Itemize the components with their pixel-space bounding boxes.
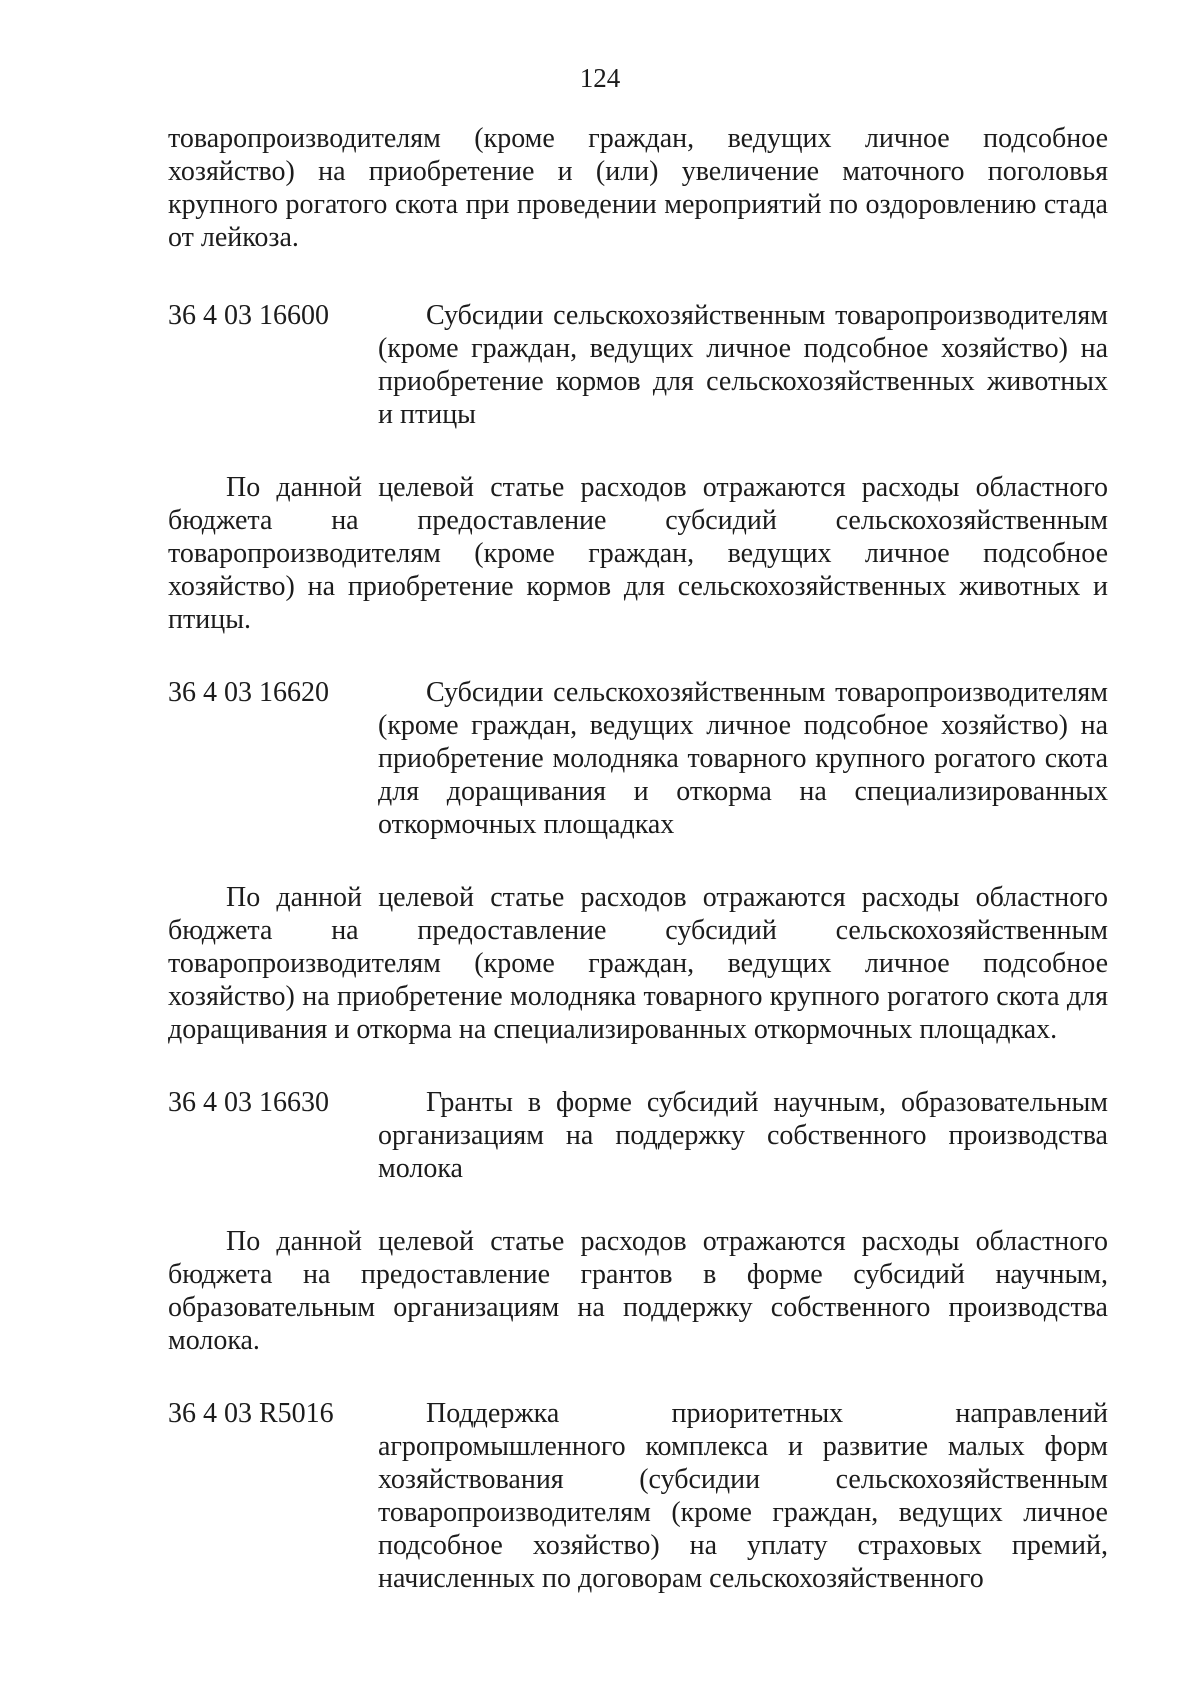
document-body bbox=[168, 122, 1108, 1595]
page-number: 124 bbox=[579, 63, 621, 93]
budget-item-16620 bbox=[168, 676, 1108, 841]
budget-item-16600 bbox=[168, 299, 1108, 431]
budget-item-code: 36 4 03 R5016 bbox=[168, 1398, 334, 1429]
spacer bbox=[168, 636, 1108, 676]
spacer bbox=[168, 841, 1108, 881]
budget-item-title: Гранты в форме субсидий научным, образовательным организациям на поддержку собственного производства молока bbox=[378, 1087, 1108, 1184]
spacer bbox=[168, 1185, 1108, 1225]
budget-item-16630 bbox=[168, 1086, 1108, 1185]
budget-item-code: 36 4 03 16620 bbox=[168, 677, 329, 708]
budget-item-description: По данной целевой статье расходов отражаются расходы областного бюджета на предоставление грантов в форме субсидий научным, образовательным организациям на поддержку собственного производства молока. bbox=[168, 1226, 1108, 1356]
spacer bbox=[168, 1046, 1108, 1086]
intro-paragraph: товаропроизводителям (кроме граждан, ведущих личное подсобное хозяйство) на приобретение и (или) увеличение маточного поголовья крупного рогатого скота при проведении мероприятий по оздоровлению стада от лейкоза. bbox=[168, 123, 1108, 253]
spacer bbox=[168, 431, 1108, 471]
spacer bbox=[168, 254, 1108, 299]
budget-item-description: По данной целевой статье расходов отражаются расходы областного бюджета на предоставление субсидий сельскохозяйственным товаропроизводителям (кроме граждан, ведущих личное подсобное хозяйство) на приобретение кормов для сельскохозяйственных животных и птицы. bbox=[168, 472, 1108, 635]
budget-item-title: Субсидии сельскохозяйственным товаропроизводителям (кроме граждан, ведущих личное подсобное хозяйство) на приобретение молодняка товарного крупного рогатого скота для доращивания и откорма на специализированных откормочных площадках bbox=[378, 677, 1108, 840]
spacer bbox=[168, 1357, 1108, 1397]
budget-item-R5016 bbox=[168, 1397, 1108, 1595]
budget-item-code: 36 4 03 16630 bbox=[168, 1087, 329, 1118]
budget-item-description: По данной целевой статье расходов отражаются расходы областного бюджета на предоставление субсидий сельскохозяйственным товаропроизводителям (кроме граждан, ведущих личное подсобное хозяйство) на приобретение молодняка товарного крупного рогатого скота для доращивания и откорма на специализированных откормочных площадках. bbox=[168, 882, 1108, 1045]
budget-item-title: Поддержка приоритетных направлений агропромышленного комплекса и развитие малых форм хозяйствования (субсидии сельскохозяйственным товаропроизводителям (кроме граждан, ведущих личное подсобное хозяйство) на уплату страховых премий, начисленных по договорам сельскохозяйственного bbox=[378, 1398, 1108, 1594]
budget-item-title: Субсидии сельскохозяйственным товаропроизводителям (кроме граждан, ведущих личное подсобное хозяйство) на приобретение кормов для сельскохозяйственных животных и птицы bbox=[378, 300, 1108, 430]
budget-item-code: 36 4 03 16600 bbox=[168, 300, 329, 331]
